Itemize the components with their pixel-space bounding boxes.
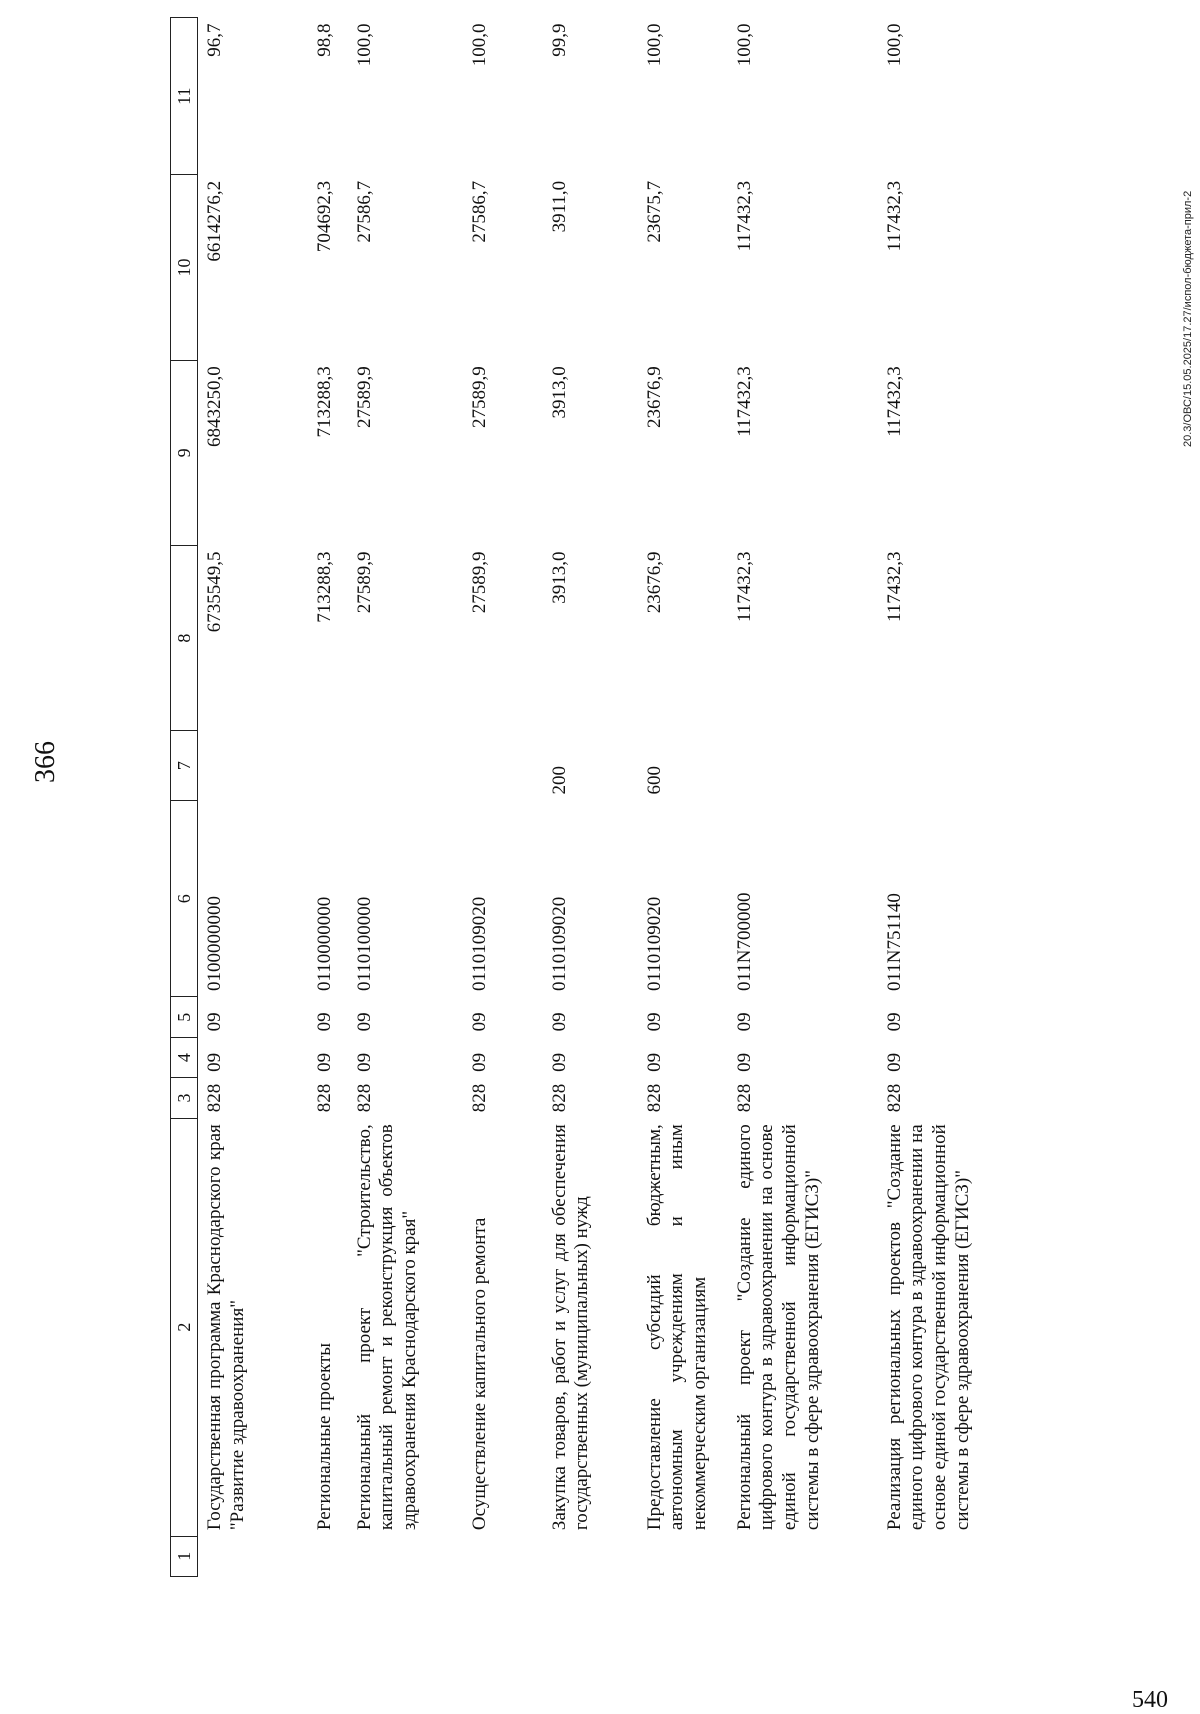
section-code: 09: [548, 1052, 570, 1072]
row-name: Реализация региональных проектов "Создание единого цифрового контура в здравоохранении на основе единой государственной информационной системы в сфере здравоохранения (ЕГИСЗ)": [883, 1124, 973, 1531]
table-row: [308, 18, 348, 1577]
row-name: Предоставление субсидий бюджетным, автономным учреждениям и иным некоммерческим организациям: [643, 1124, 711, 1531]
section-code: 09: [353, 1052, 375, 1072]
target-article-code: 0110109020: [468, 896, 490, 991]
header-col-5: 5: [171, 997, 198, 1037]
subsection-code: 09: [468, 1012, 490, 1032]
subsection-code: 09: [313, 1012, 335, 1032]
amount-col-8: 27589,9: [353, 551, 375, 614]
expense-type-code: [348, 731, 463, 801]
row-number: [638, 1536, 728, 1576]
subsection-code: 09: [204, 1012, 225, 1032]
budget-table: [170, 17, 1038, 1577]
percent-col-11: 100,0: [468, 23, 490, 67]
ministry-code: 828: [468, 1083, 490, 1113]
row-name: Осуществление капитального ремонта: [468, 1217, 490, 1531]
footer-code: 20.3/ОВС/15.05.2025/17.27/испол-бюджета-прил-2: [1182, 190, 1194, 447]
amount-col-8: 27589,9: [468, 551, 490, 614]
section-code: 09: [204, 1052, 225, 1072]
target-article-code: 0110109020: [548, 896, 570, 991]
header-col-3: 3: [171, 1078, 198, 1118]
row-number: [198, 1536, 308, 1576]
amount-col-9: 3913,0: [548, 366, 570, 419]
amount-col-9: 6843250,0: [204, 366, 225, 447]
section-code: 09: [643, 1052, 665, 1072]
subsection-code: 09: [353, 1012, 375, 1032]
amount-col-10: 6614276,2: [204, 180, 225, 262]
table-row: [638, 18, 728, 1577]
header-col-7: 7: [171, 731, 198, 801]
amount-col-10: 23675,7: [643, 180, 665, 243]
header-col-9: 9: [171, 360, 198, 545]
percent-col-11: 99,9: [548, 23, 570, 57]
header-col-2: 2: [171, 1118, 198, 1536]
row-number: [728, 1536, 878, 1576]
header-col-10: 10: [171, 175, 198, 360]
percent-col-11: 100,0: [353, 23, 375, 67]
amount-col-9: 713288,3: [313, 366, 335, 438]
ministry-code: 828: [548, 1083, 570, 1113]
section-code: 09: [883, 1052, 905, 1072]
target-article-code: 0110100000: [353, 896, 375, 991]
expense-type-code: 600: [643, 765, 665, 795]
row-number: [543, 1536, 638, 1576]
row-name: Региональные проекты: [313, 1342, 335, 1531]
target-article-code: 011N700000: [733, 892, 755, 991]
amount-col-10: 27586,7: [468, 180, 490, 243]
amount-col-9: 23676,9: [643, 366, 665, 428]
amount-col-9: 117432,3: [883, 366, 905, 437]
header-col-8: 8: [171, 546, 198, 731]
ministry-code: 828: [204, 1083, 225, 1113]
percent-col-11: 100,0: [883, 23, 905, 67]
table-row: [878, 18, 1038, 1577]
amount-col-10: 117432,3: [883, 180, 905, 252]
amount-col-8: 117432,3: [883, 551, 905, 623]
percent-col-11: 96,7: [204, 23, 225, 57]
page-number-bottom: 540: [1132, 1687, 1168, 1713]
table-row: [463, 18, 543, 1577]
expense-type-code: [878, 731, 1038, 801]
section-code: 09: [733, 1052, 755, 1072]
header-col-4: 4: [171, 1037, 198, 1077]
row-name: Государственная программа Краснодарского края "Развитие здравоохранения": [204, 1124, 248, 1531]
row-number: [463, 1536, 543, 1576]
section-code: 09: [313, 1052, 335, 1072]
header-col-6: 6: [171, 800, 198, 997]
amount-col-9: 27589,9: [468, 366, 490, 428]
header-col-11: 11: [171, 18, 198, 175]
ministry-code: 828: [733, 1083, 755, 1113]
subsection-code: 09: [733, 1012, 755, 1032]
expense-type-code: [728, 731, 878, 801]
header-row: [171, 18, 198, 1577]
subsection-code: 09: [883, 1012, 905, 1032]
row-number: [348, 1536, 463, 1576]
amount-col-8: 3913,0: [548, 551, 570, 604]
row-name: Закупка товаров, работ и услуг для обеспечения государственных (муниципальных) нужд: [548, 1124, 593, 1531]
table-row: [543, 18, 638, 1577]
amount-col-10: 117432,3: [733, 180, 755, 252]
ministry-code: 828: [643, 1083, 665, 1113]
expense-type-code: [198, 731, 308, 801]
percent-col-11: 98,8: [313, 23, 335, 57]
amount-col-10: 27586,7: [353, 180, 375, 243]
row-number: [878, 1536, 1038, 1576]
subsection-code: 09: [548, 1012, 570, 1032]
page-number-top: 366: [30, 741, 61, 783]
expense-type-code: [308, 731, 348, 801]
table-row: [348, 18, 463, 1577]
subsection-code: 09: [643, 1012, 665, 1032]
amount-col-9: 27589,9: [353, 366, 375, 428]
target-article-code: 0110109020: [643, 896, 665, 991]
table-row: [728, 18, 878, 1577]
amount-col-8: 23676,9: [643, 551, 665, 614]
amount-col-8: 117432,3: [733, 551, 755, 623]
amount-col-9: 117432,3: [733, 366, 755, 437]
expense-type-code: [463, 731, 543, 801]
percent-col-11: 100,0: [643, 23, 665, 67]
ministry-code: 828: [353, 1083, 375, 1113]
amount-col-8: 6735549,5: [204, 551, 225, 633]
row-number: [308, 1536, 348, 1576]
target-article-code: 011N751140: [883, 893, 905, 991]
amount-col-10: 3911,0: [548, 180, 570, 233]
target-article-code: 0100000000: [204, 895, 225, 991]
target-article-code: 0110000000: [313, 896, 335, 991]
row-name: Региональный проект "Строительство, капитальный ремонт и реконструкция объектов здравоохранения Краснодарского края": [353, 1124, 421, 1531]
amount-col-10: 704692,3: [313, 180, 335, 253]
expense-type-code: 200: [548, 765, 570, 795]
percent-col-11: 100,0: [733, 23, 755, 67]
ministry-code: 828: [313, 1083, 335, 1113]
header-col-1: 1: [171, 1536, 198, 1576]
section-code: 09: [468, 1052, 490, 1072]
amount-col-8: 713288,3: [313, 551, 335, 623]
table-row: [198, 18, 308, 1577]
ministry-code: 828: [883, 1083, 905, 1113]
row-name: Региональный проект "Создание единого цифрового контура в здравоохранении на основе единой государственной информационной системы в сфере здравоохранения (ЕГИСЗ)": [733, 1124, 823, 1531]
